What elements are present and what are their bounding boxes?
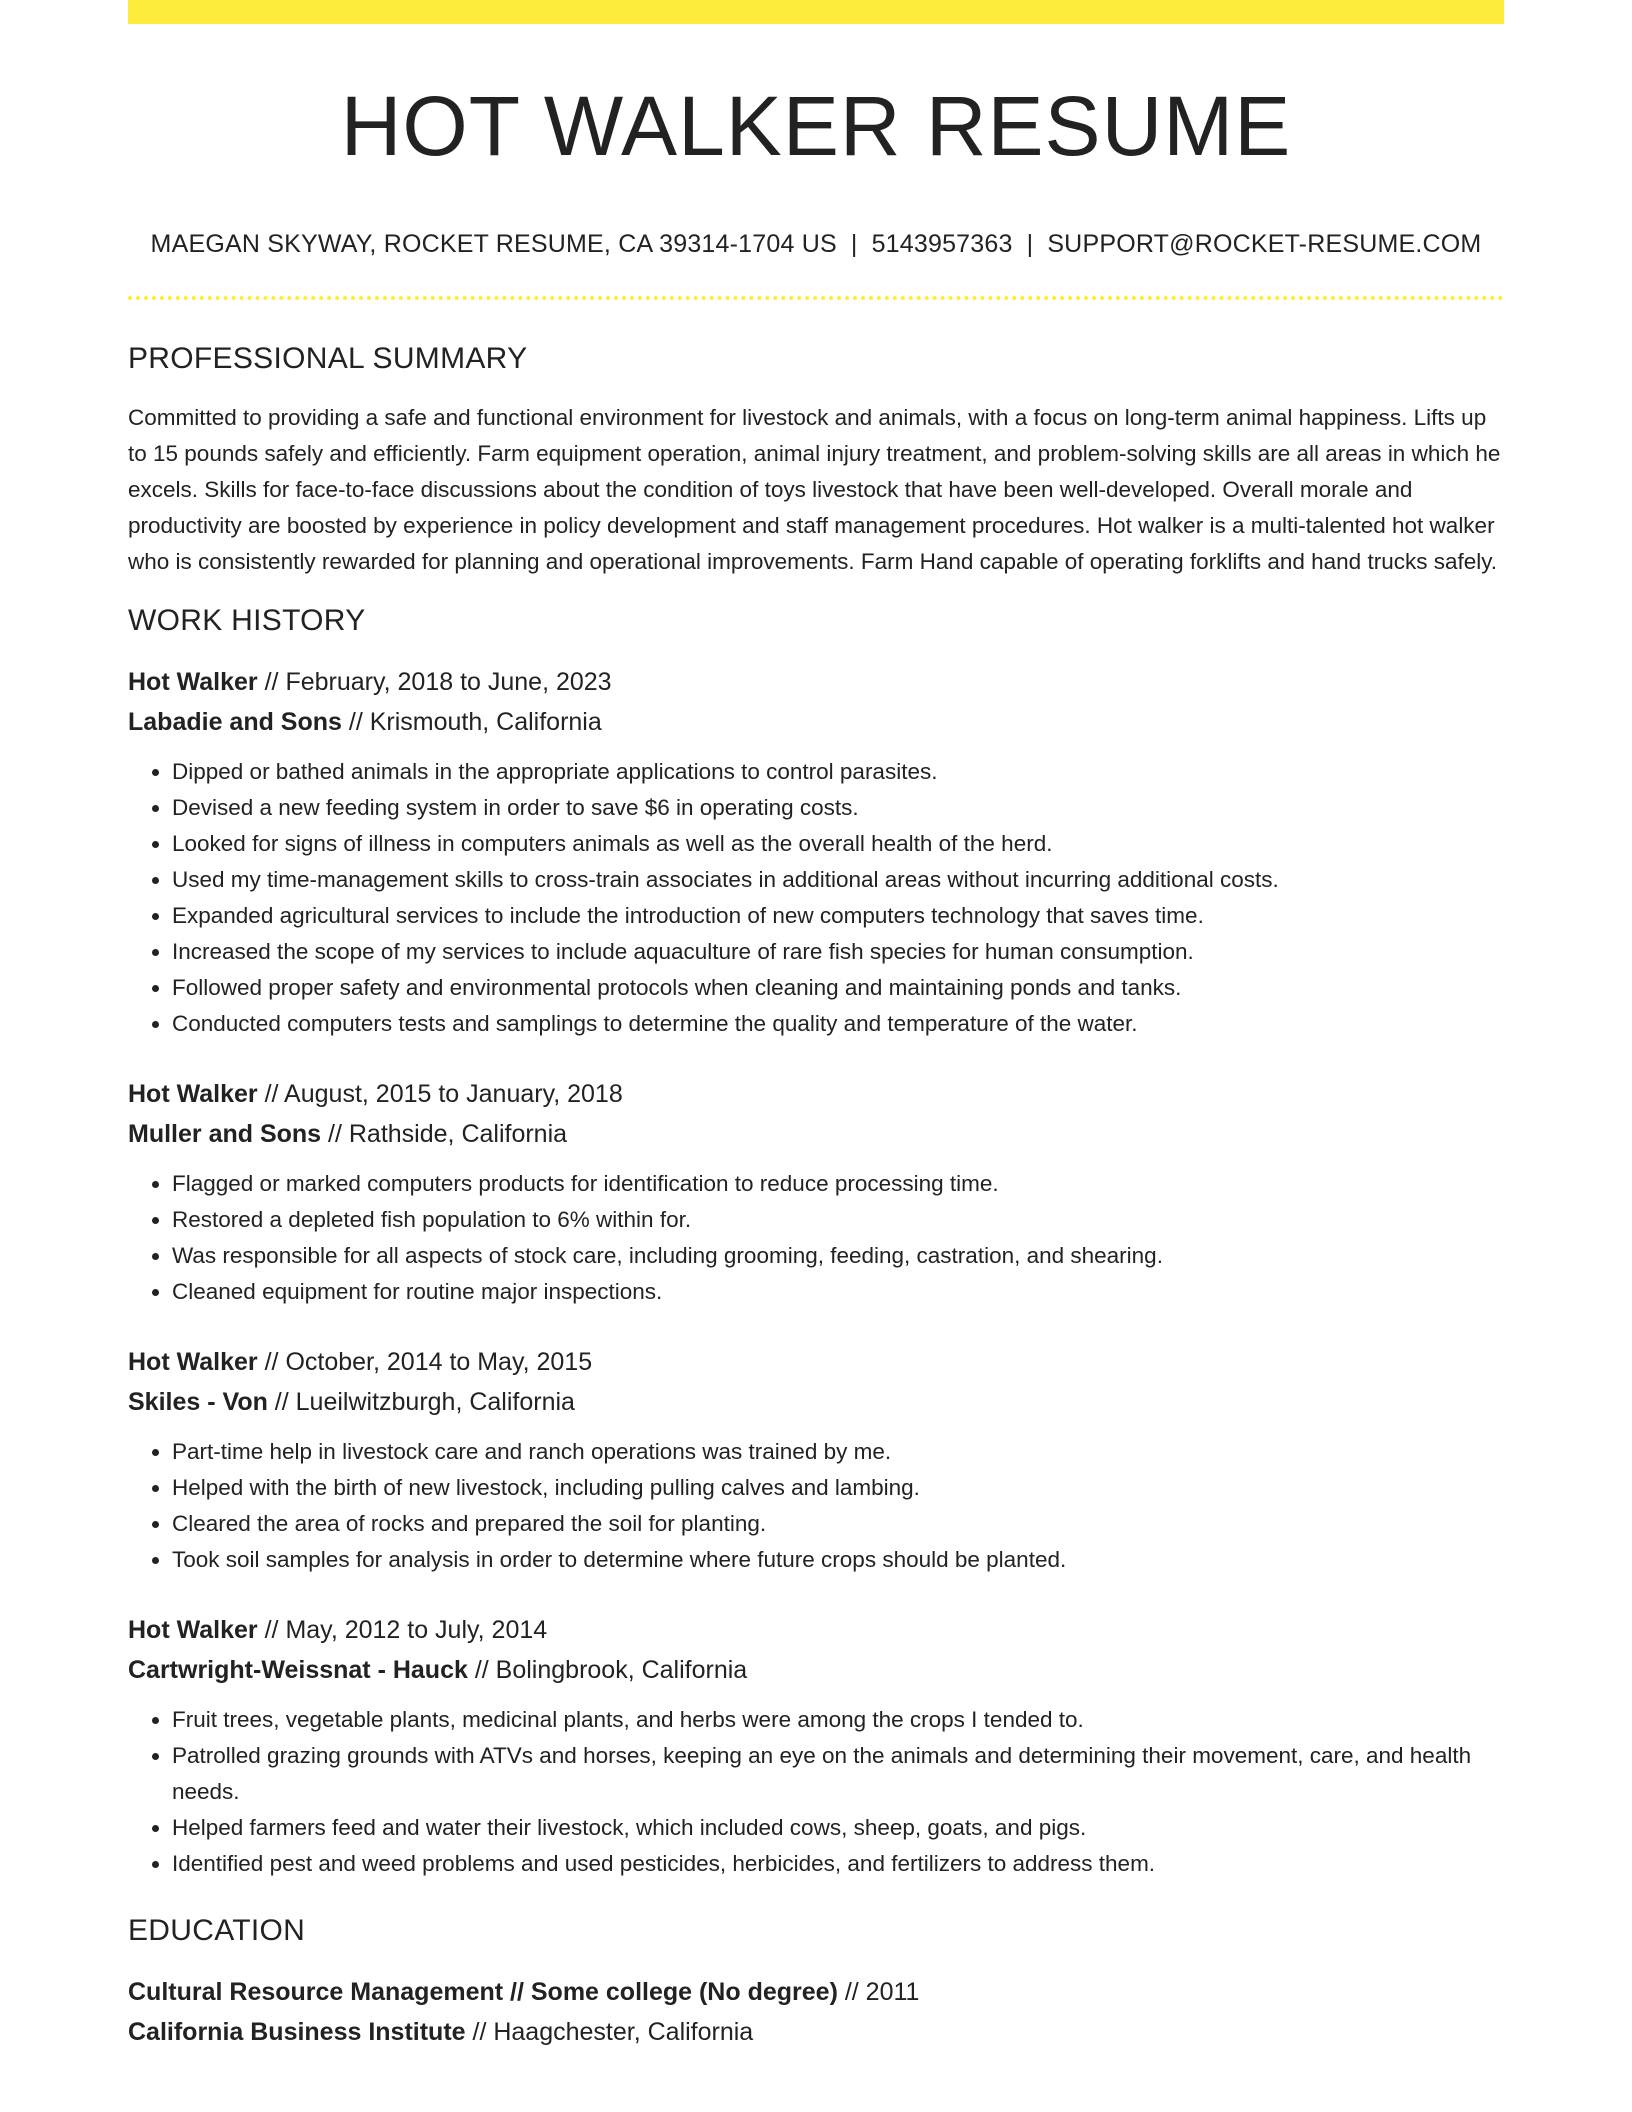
list-item: • Helped farmers feed and water their livestock, which included cows, sheep, goats, and pigs. xyxy=(172,1810,1504,1846)
job-title-line xyxy=(128,1342,1504,1382)
list-item: • Cleared the area of rocks and prepared the soil for planting. xyxy=(172,1506,1504,1542)
job-dates: // February, 2018 to June, 2023 xyxy=(257,668,612,696)
job-title-line xyxy=(128,1074,1504,1114)
list-item: • Was responsible for all aspects of stock care, including grooming, feeding, castration, and shearing. xyxy=(172,1238,1504,1274)
list-item: • Used my time-management skills to cross-train associates in additional areas without incurring additional costs. xyxy=(172,862,1504,898)
job-company: Muller and Sons xyxy=(128,1120,322,1148)
job-company-line xyxy=(128,1650,1504,1690)
list-item: • Took soil samples for analysis in order to determine where future crops should be planted. xyxy=(172,1542,1504,1578)
job-entry xyxy=(128,1342,1504,1578)
list-item: • Conducted computers tests and samplings to determine the quality and temperature of the water. xyxy=(172,1006,1504,1042)
job-company-line xyxy=(128,1382,1504,1422)
contact-line xyxy=(128,230,1504,259)
resume-page xyxy=(128,0,1504,2052)
section-heading-work: WORK HISTORY xyxy=(128,604,366,637)
job-company-line xyxy=(128,702,1504,742)
list-item: • Restored a depleted fish population to 6% within for. xyxy=(172,1202,1504,1238)
job-role: Hot Walker xyxy=(128,1080,258,1108)
resume-title: HOT WALKER RESUME xyxy=(340,79,1292,173)
job-company: Labadie and Sons xyxy=(128,708,342,736)
job-dates: // May, 2012 to July, 2014 xyxy=(257,1616,548,1644)
list-item: • Flagged or marked computers products for identification to reduce processing time. xyxy=(172,1166,1504,1202)
job-title-line xyxy=(128,1610,1504,1650)
list-item: • Devised a new feeding system in order to save $6 in operating costs. xyxy=(172,790,1504,826)
contact-address: MAEGAN SKYWAY, ROCKET RESUME, CA 39314-1704 US xyxy=(150,230,837,258)
summary-text: Committed to providing a safe and functional environment for livestock and animals, with a focus on long-term animal happiness. Lifts up to 15 pounds safely and efficiently. Farm equipment operation, animal injury treatment, and problem-solving skills are all areas in which he excels. Skills for face-to-face discussions about the condition of toys livestock that have been well-developed. Overall morale and productivity are boosted by experience in policy development and staff management procedures. Hot walker is a multi-talented hot walker who is consistently rewarded for planning and operational improvements. Farm Hand capable of operating forklifts and hand trucks safely. xyxy=(128,405,1501,574)
section-heading-education: EDUCATION xyxy=(128,1914,306,1947)
list-item: • Helped with the birth of new livestock, including pulling calves and lambing. xyxy=(172,1470,1504,1506)
accent-top-bar xyxy=(128,0,1504,24)
job-bullets xyxy=(128,754,1504,1042)
education-degree: Cultural Resource Management // Some college (No degree) xyxy=(128,1978,838,2006)
work-history-section xyxy=(128,606,1504,1882)
job-company: Skiles - Von xyxy=(128,1388,268,1416)
list-item: • Cleaned equipment for routine major inspections. xyxy=(172,1274,1504,1310)
job-entry xyxy=(128,662,1504,1042)
job-location: // Krismouth, California xyxy=(341,708,602,736)
section-heading-summary: PROFESSIONAL SUMMARY xyxy=(128,342,528,375)
professional-summary-section xyxy=(128,344,1504,580)
list-item: • Followed proper safety and environmental protocols when cleaning and maintaining ponds and tanks. xyxy=(172,970,1504,1006)
job-bullets xyxy=(128,1166,1504,1310)
job-title-line xyxy=(128,662,1504,702)
list-item: • Part-time help in livestock care and ranch operations was trained by me. xyxy=(172,1434,1504,1470)
job-dates: // August, 2015 to January, 2018 xyxy=(257,1080,623,1108)
list-item: • Increased the scope of my services to include aquaculture of rare fish species for human consumption. xyxy=(172,934,1504,970)
job-entry xyxy=(128,1074,1504,1310)
education-section xyxy=(128,1916,1504,2052)
job-company: Cartwright-Weissnat - Hauck xyxy=(128,1656,468,1684)
education-location: // Haagchester, California xyxy=(465,2018,754,2046)
list-item: • Dipped or bathed animals in the appropriate applications to control parasites. xyxy=(172,754,1504,790)
job-entry xyxy=(128,1610,1504,1882)
contact-separator: | xyxy=(1026,230,1034,258)
list-item: • Looked for signs of illness in computers animals as well as the overall health of the herd. xyxy=(172,826,1504,862)
job-role: Hot Walker xyxy=(128,668,258,696)
job-company-line xyxy=(128,1114,1504,1154)
job-location: // Bolingbrook, California xyxy=(467,1656,748,1684)
list-item: • Identified pest and weed problems and used pesticides, herbicides, and fertilizers to address them. xyxy=(172,1846,1504,1882)
list-item: • Expanded agricultural services to include the introduction of new computers technology that saves time. xyxy=(172,898,1504,934)
list-item: • Fruit trees, vegetable plants, medicinal plants, and herbs were among the crops I tended to. xyxy=(172,1702,1504,1738)
job-bullets xyxy=(128,1702,1504,1882)
list-item: • Patrolled grazing grounds with ATVs and horses, keeping an eye on the animals and determining their movement, care, and health needs. xyxy=(172,1738,1504,1810)
dotted-divider xyxy=(128,296,1504,300)
education-year: // 2011 xyxy=(837,1978,920,2006)
job-role: Hot Walker xyxy=(128,1348,258,1376)
job-location: // Rathside, California xyxy=(321,1120,568,1148)
education-degree-line xyxy=(128,1972,1504,2012)
contact-phone: 5143957363 xyxy=(871,230,1013,258)
job-dates: // October, 2014 to May, 2015 xyxy=(257,1348,593,1376)
education-school-line xyxy=(128,2012,1504,2052)
contact-separator: | xyxy=(850,230,858,258)
contact-email: SUPPORT@ROCKET-RESUME.COM xyxy=(1047,230,1482,258)
job-role: Hot Walker xyxy=(128,1616,258,1644)
job-bullets xyxy=(128,1434,1504,1578)
job-location: // Lueilwitzburgh, California xyxy=(267,1388,575,1416)
education-school: California Business Institute xyxy=(128,2018,466,2046)
education-entry xyxy=(128,1972,1504,2052)
